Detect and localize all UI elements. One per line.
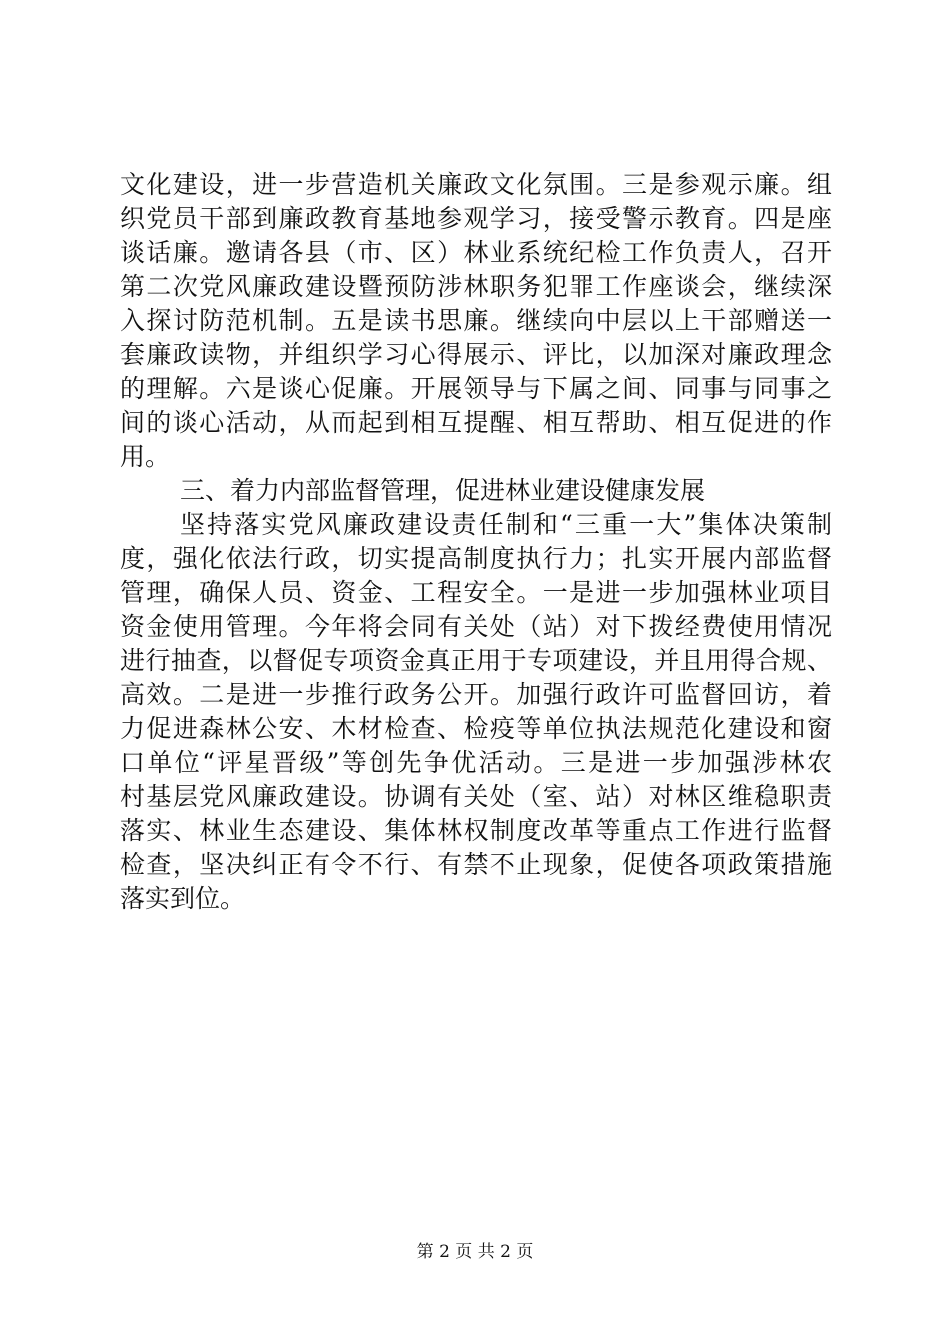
- paragraph-2-line: 资金使用管理。今年将会同有关处（站）对下拨经费使用情况: [120, 612, 832, 641]
- paragraph-2-line: 管理，确保人员、资金、工程安全。一是进一步加强林业项目: [120, 578, 832, 607]
- paragraph-1-line: 套廉政读物，并组织学习心得展示、评比，以加深对廉政理念: [120, 340, 832, 369]
- paragraph-2-line: 力促进森林公安、木材检查、检疫等单位执法规范化建设和窗: [120, 714, 832, 743]
- paragraph-1-line: 用。: [120, 442, 171, 471]
- paragraph-2-line: 高效。二是进一步推行政务公开。加强行政许可监督回访，着: [120, 680, 832, 709]
- paragraph-2-line: 村基层党风廉政建设。协调有关处（室、站）对林区维稳职责: [120, 782, 832, 811]
- section-heading: 三、着力内部监督管理，促进林业建设健康发展: [180, 476, 706, 505]
- paragraph-1-line: 间的谈心活动，从而起到相互提醒、相互帮助、相互促进的作: [120, 408, 832, 437]
- paragraph-2-line: 检查，坚决纠正有令不行、有禁不止现象，促使各项政策措施: [120, 850, 832, 879]
- document-body: [120, 168, 832, 916]
- paragraph-1-line: 入探讨防范机制。五是读书思廉。继续向中层以上干部赠送一: [120, 306, 832, 335]
- paragraph-1-line: 的理解。六是谈心促廉。开展领导与下属之间、同事与同事之: [120, 374, 832, 403]
- paragraph-2-line: 落实到位。: [120, 884, 246, 913]
- paragraph-1-line: 谈话廉。邀请各县（市、区）林业系统纪检工作负责人，召开: [120, 238, 832, 267]
- paragraph-2-line: 度，强化依法行政，切实提高制度执行力；扎实开展内部监督: [120, 544, 832, 573]
- paragraph-2-line: 落实、林业生态建设、集体林权制度改革等重点工作进行监督: [120, 816, 832, 845]
- page-number-footer: 第 2 页 共 2 页: [416, 1242, 534, 1262]
- paragraph-1-line: 第二次党风廉政建设暨预防涉林职务犯罪工作座谈会，继续深: [120, 272, 832, 301]
- paragraph-1-line: 织党员干部到廉政教育基地参观学习，接受警示教育。四是座: [120, 204, 832, 233]
- paragraph-2-line: 口单位“评星晋级”等创先争优活动。三是进一步加强涉林农: [120, 748, 832, 777]
- paragraph-2-line: 进行抽查，以督促专项资金真正用于专项建设，并且用得合规、: [120, 646, 832, 675]
- paragraph-2-line: 坚持落实党风廉政建设责任制和“三重一大”集体决策制: [180, 510, 832, 539]
- paragraph-1-line: 文化建设，进一步营造机关廉政文化氛围。三是参观示廉。组: [120, 170, 832, 199]
